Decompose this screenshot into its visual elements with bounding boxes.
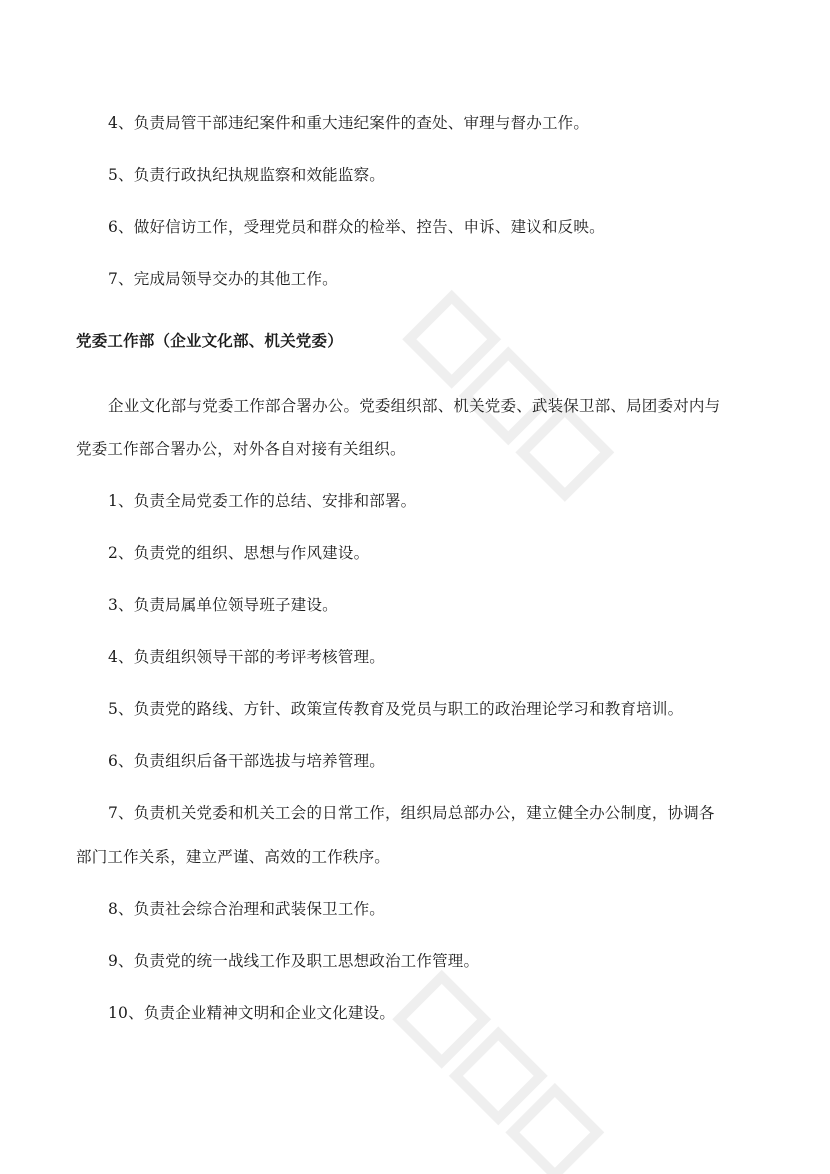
list-item: 4、负责局管干部违纪案件和重大违纪案件的查处、审理与督办工作。 — [108, 114, 590, 132]
list-item: 7、完成局领导交办的其他工作。 — [108, 270, 338, 288]
list-item: 9、负责党的统一战线工作及职工思想政治工作管理。 — [108, 952, 480, 970]
intro-paragraph-line: 党委工作部合署办公，对外各自对接有关组织。 — [76, 440, 406, 458]
list-item-continuation: 部门工作关系，建立严谨、高效的工作秩序。 — [76, 848, 391, 866]
list-item: 10、负责企业精神文明和企业文化建设。 — [108, 1004, 396, 1022]
intro-paragraph-line: 企业文化部与党委工作部合署办公。党委组织部、机关党委、武装保卫部、局团委对内与 — [108, 397, 721, 415]
list-item: 7、负责机关党委和机关工会的日常工作，组织局总部办公，建立健全办公制度，协调各 — [108, 804, 715, 822]
list-item: 6、做好信访工作，受理党员和群众的检举、控告、申诉、建议和反映。 — [108, 218, 605, 236]
list-item: 2、负责党的组织、思想与作风建设。 — [108, 544, 370, 562]
list-item: 8、负责社会综合治理和武装保卫工作。 — [108, 900, 385, 918]
section-heading: 党委工作部（企业文化部、机关党委） — [76, 332, 343, 350]
list-item: 1、负责全局党委工作的总结、安排和部署。 — [108, 492, 417, 510]
list-item: 3、负责局属单位领导班子建设。 — [108, 596, 338, 614]
list-item: 5、负责党的路线、方针、政策宣传教育及党员与职工的政治理论学习和教育培训。 — [108, 700, 684, 718]
list-item: 4、负责组织领导干部的考评考核管理。 — [108, 648, 385, 666]
list-item: 6、负责组织后备干部选拔与培养管理。 — [108, 752, 385, 770]
list-item: 5、负责行政执纪执规监察和效能监察。 — [108, 166, 385, 184]
watermark-icon — [330, 960, 610, 1174]
